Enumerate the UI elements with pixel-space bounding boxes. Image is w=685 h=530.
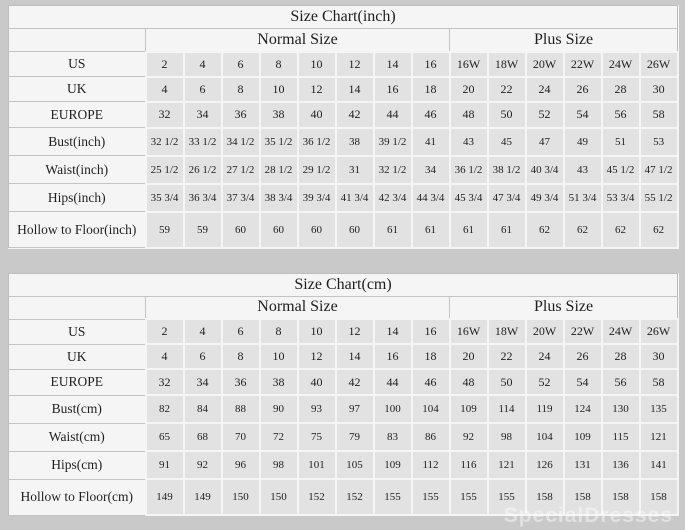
size-value-cell: 30 bbox=[640, 344, 678, 369]
size-value-cell: 20 bbox=[450, 344, 488, 369]
size-value-cell: 24 bbox=[526, 344, 564, 369]
size-value-cell: 98 bbox=[488, 423, 526, 451]
size-value-cell: 14 bbox=[336, 77, 374, 102]
size-value-cell: 24W bbox=[602, 319, 640, 344]
size-value-cell: 36 1/2 bbox=[450, 156, 488, 184]
size-value-cell: 10 bbox=[260, 344, 298, 369]
size-value-cell: 10 bbox=[260, 77, 298, 102]
size-value-cell: 124 bbox=[564, 395, 602, 423]
size-value-cell: 68 bbox=[184, 423, 222, 451]
table-row bbox=[9, 369, 678, 395]
group-row-spacer bbox=[9, 296, 146, 319]
size-value-cell: 45 bbox=[488, 128, 526, 156]
table-title-cm: Size Chart(cm) bbox=[9, 273, 678, 296]
size-value-cell: 18 bbox=[412, 77, 450, 102]
size-value-cell: 25 1/2 bbox=[146, 156, 184, 184]
cm-table-body bbox=[9, 319, 678, 515]
table-row bbox=[9, 128, 678, 156]
size-value-cell: 26 bbox=[564, 344, 602, 369]
size-value-cell: 8 bbox=[260, 52, 298, 77]
size-value-cell: 20W bbox=[526, 319, 564, 344]
size-value-cell: 20W bbox=[526, 52, 564, 77]
size-value-cell: 47 1/2 bbox=[640, 156, 678, 184]
size-value-cell: 52 bbox=[526, 102, 564, 128]
size-value-cell: 36 3/4 bbox=[184, 184, 222, 212]
size-value-cell: 29 1/2 bbox=[298, 156, 336, 184]
size-value-cell: 40 3/4 bbox=[526, 156, 564, 184]
size-value-cell: 51 3/4 bbox=[564, 184, 602, 212]
row-label: UK bbox=[9, 344, 146, 369]
table-title-inch: Size Chart(inch) bbox=[9, 6, 678, 29]
size-value-cell: 40 bbox=[298, 102, 336, 128]
size-value-cell: 61 bbox=[488, 212, 526, 248]
size-value-cell: 152 bbox=[336, 479, 374, 515]
size-value-cell: 75 bbox=[298, 423, 336, 451]
size-value-cell: 150 bbox=[222, 479, 260, 515]
size-value-cell: 82 bbox=[146, 395, 184, 423]
size-value-cell: 61 bbox=[374, 212, 412, 248]
row-label: US bbox=[9, 319, 146, 344]
size-value-cell: 44 bbox=[374, 369, 412, 395]
size-value-cell: 37 3/4 bbox=[222, 184, 260, 212]
size-value-cell: 58 bbox=[640, 369, 678, 395]
size-value-cell: 44 3/4 bbox=[412, 184, 450, 212]
size-value-cell: 35 3/4 bbox=[146, 184, 184, 212]
size-value-cell: 158 bbox=[526, 479, 564, 515]
table-row bbox=[9, 77, 678, 102]
table-title-row bbox=[9, 6, 678, 29]
table-row bbox=[9, 102, 678, 128]
size-value-cell: 52 bbox=[526, 369, 564, 395]
column-group-row bbox=[9, 296, 678, 319]
size-value-cell: 41 bbox=[412, 128, 450, 156]
size-value-cell: 22W bbox=[564, 319, 602, 344]
size-value-cell: 59 bbox=[184, 212, 222, 248]
size-value-cell: 39 3/4 bbox=[298, 184, 336, 212]
size-value-cell: 84 bbox=[184, 395, 222, 423]
size-value-cell: 42 bbox=[336, 369, 374, 395]
size-chart-cm-table bbox=[8, 273, 679, 517]
size-value-cell: 32 bbox=[146, 369, 184, 395]
size-value-cell: 92 bbox=[184, 451, 222, 479]
size-value-cell: 158 bbox=[602, 479, 640, 515]
size-value-cell: 10 bbox=[298, 52, 336, 77]
size-value-cell: 42 3/4 bbox=[374, 184, 412, 212]
size-value-cell: 105 bbox=[336, 451, 374, 479]
size-value-cell: 32 1/2 bbox=[374, 156, 412, 184]
size-value-cell: 26W bbox=[640, 52, 678, 77]
size-chart-inch-table bbox=[8, 5, 679, 249]
normal-size-group-header: Normal Size bbox=[146, 29, 450, 52]
size-value-cell: 58 bbox=[640, 102, 678, 128]
size-value-cell: 97 bbox=[336, 395, 374, 423]
row-label: Hollow to Floor(inch) bbox=[9, 212, 146, 248]
size-value-cell: 158 bbox=[564, 479, 602, 515]
size-value-cell: 42 bbox=[336, 102, 374, 128]
size-value-cell: 56 bbox=[602, 369, 640, 395]
size-value-cell: 61 bbox=[412, 212, 450, 248]
size-value-cell: 24 bbox=[526, 77, 564, 102]
size-value-cell: 8 bbox=[222, 344, 260, 369]
size-value-cell: 152 bbox=[298, 479, 336, 515]
size-value-cell: 6 bbox=[222, 52, 260, 77]
size-value-cell: 53 bbox=[640, 128, 678, 156]
size-value-cell: 14 bbox=[374, 319, 412, 344]
size-value-cell: 90 bbox=[260, 395, 298, 423]
column-group-row bbox=[9, 29, 678, 52]
size-value-cell: 141 bbox=[640, 451, 678, 479]
size-value-cell: 12 bbox=[336, 319, 374, 344]
size-value-cell: 38 1/2 bbox=[488, 156, 526, 184]
table-row bbox=[9, 451, 678, 479]
table-row bbox=[9, 423, 678, 451]
size-value-cell: 48 bbox=[450, 102, 488, 128]
size-value-cell: 55 1/2 bbox=[640, 184, 678, 212]
size-value-cell: 38 bbox=[260, 102, 298, 128]
row-label: EUROPE bbox=[9, 102, 146, 128]
plus-size-group-header: Plus Size bbox=[450, 296, 678, 319]
size-value-cell: 149 bbox=[146, 479, 184, 515]
size-value-cell: 22W bbox=[564, 52, 602, 77]
size-value-cell: 16 bbox=[374, 77, 412, 102]
size-value-cell: 4 bbox=[146, 77, 184, 102]
size-value-cell: 2 bbox=[146, 319, 184, 344]
size-value-cell: 59 bbox=[146, 212, 184, 248]
size-value-cell: 41 3/4 bbox=[336, 184, 374, 212]
size-value-cell: 86 bbox=[412, 423, 450, 451]
size-value-cell: 45 3/4 bbox=[450, 184, 488, 212]
size-value-cell: 28 bbox=[602, 77, 640, 102]
size-value-cell: 16W bbox=[450, 52, 488, 77]
size-value-cell: 16 bbox=[412, 319, 450, 344]
size-value-cell: 12 bbox=[298, 77, 336, 102]
row-label: Waist(inch) bbox=[9, 156, 146, 184]
size-value-cell: 51 bbox=[602, 128, 640, 156]
size-value-cell: 62 bbox=[526, 212, 564, 248]
table-row bbox=[9, 319, 678, 344]
size-value-cell: 109 bbox=[564, 423, 602, 451]
row-label: Hips(inch) bbox=[9, 184, 146, 212]
table-row bbox=[9, 479, 678, 515]
size-value-cell: 112 bbox=[412, 451, 450, 479]
size-value-cell: 44 bbox=[374, 102, 412, 128]
size-value-cell: 34 bbox=[184, 102, 222, 128]
size-value-cell: 26W bbox=[640, 319, 678, 344]
size-value-cell: 16 bbox=[374, 344, 412, 369]
size-value-cell: 126 bbox=[526, 451, 564, 479]
size-value-cell: 26 1/2 bbox=[184, 156, 222, 184]
size-value-cell: 34 bbox=[412, 156, 450, 184]
size-value-cell: 4 bbox=[184, 52, 222, 77]
row-label: Bust(inch) bbox=[9, 128, 146, 156]
row-label: Waist(cm) bbox=[9, 423, 146, 451]
size-value-cell: 24W bbox=[602, 52, 640, 77]
size-value-cell: 50 bbox=[488, 102, 526, 128]
size-value-cell: 18 bbox=[412, 344, 450, 369]
size-value-cell: 16W bbox=[450, 319, 488, 344]
table-row bbox=[9, 212, 678, 248]
size-value-cell: 22 bbox=[488, 344, 526, 369]
size-value-cell: 104 bbox=[412, 395, 450, 423]
size-value-cell: 54 bbox=[564, 369, 602, 395]
size-value-cell: 34 1/2 bbox=[222, 128, 260, 156]
size-value-cell: 49 3/4 bbox=[526, 184, 564, 212]
row-label: Hips(cm) bbox=[9, 451, 146, 479]
size-value-cell: 60 bbox=[222, 212, 260, 248]
size-value-cell: 14 bbox=[336, 344, 374, 369]
size-value-cell: 33 1/2 bbox=[184, 128, 222, 156]
size-value-cell: 91 bbox=[146, 451, 184, 479]
size-value-cell: 43 bbox=[564, 156, 602, 184]
size-value-cell: 10 bbox=[298, 319, 336, 344]
size-value-cell: 30 bbox=[640, 77, 678, 102]
size-value-cell: 158 bbox=[640, 479, 678, 515]
table-row bbox=[9, 344, 678, 369]
size-value-cell: 32 1/2 bbox=[146, 128, 184, 156]
size-value-cell: 114 bbox=[488, 395, 526, 423]
size-value-cell: 39 1/2 bbox=[374, 128, 412, 156]
table-title-row bbox=[9, 273, 678, 296]
size-value-cell: 49 bbox=[564, 128, 602, 156]
size-value-cell: 28 1/2 bbox=[260, 156, 298, 184]
size-value-cell: 8 bbox=[260, 319, 298, 344]
size-value-cell: 62 bbox=[640, 212, 678, 248]
size-value-cell: 100 bbox=[374, 395, 412, 423]
group-row-spacer bbox=[9, 29, 146, 52]
size-value-cell: 46 bbox=[412, 102, 450, 128]
table-row bbox=[9, 156, 678, 184]
size-value-cell: 131 bbox=[564, 451, 602, 479]
size-value-cell: 109 bbox=[450, 395, 488, 423]
size-value-cell: 16 bbox=[412, 52, 450, 77]
size-value-cell: 70 bbox=[222, 423, 260, 451]
size-value-cell: 18W bbox=[488, 52, 526, 77]
size-value-cell: 136 bbox=[602, 451, 640, 479]
size-value-cell: 22 bbox=[488, 77, 526, 102]
inch-table-body bbox=[9, 52, 678, 248]
size-value-cell: 28 bbox=[602, 344, 640, 369]
size-value-cell: 130 bbox=[602, 395, 640, 423]
size-value-cell: 83 bbox=[374, 423, 412, 451]
size-value-cell: 109 bbox=[374, 451, 412, 479]
size-value-cell: 101 bbox=[298, 451, 336, 479]
size-value-cell: 62 bbox=[564, 212, 602, 248]
size-value-cell: 38 3/4 bbox=[260, 184, 298, 212]
size-value-cell: 115 bbox=[602, 423, 640, 451]
size-value-cell: 92 bbox=[450, 423, 488, 451]
size-value-cell: 53 3/4 bbox=[602, 184, 640, 212]
row-label: EUROPE bbox=[9, 369, 146, 395]
size-value-cell: 96 bbox=[222, 451, 260, 479]
size-value-cell: 135 bbox=[640, 395, 678, 423]
size-value-cell: 65 bbox=[146, 423, 184, 451]
size-value-cell: 38 bbox=[260, 369, 298, 395]
size-value-cell: 104 bbox=[526, 423, 564, 451]
size-value-cell: 31 bbox=[336, 156, 374, 184]
size-value-cell: 79 bbox=[336, 423, 374, 451]
row-label: UK bbox=[9, 77, 146, 102]
plus-size-group-header: Plus Size bbox=[450, 29, 678, 52]
size-value-cell: 72 bbox=[260, 423, 298, 451]
size-value-cell: 40 bbox=[298, 369, 336, 395]
size-value-cell: 6 bbox=[184, 344, 222, 369]
size-value-cell: 38 bbox=[336, 128, 374, 156]
size-value-cell: 56 bbox=[602, 102, 640, 128]
size-value-cell: 121 bbox=[488, 451, 526, 479]
size-value-cell: 35 1/2 bbox=[260, 128, 298, 156]
size-value-cell: 32 bbox=[146, 102, 184, 128]
size-value-cell: 2 bbox=[146, 52, 184, 77]
size-value-cell: 20 bbox=[450, 77, 488, 102]
size-value-cell: 116 bbox=[450, 451, 488, 479]
size-value-cell: 98 bbox=[260, 451, 298, 479]
size-value-cell: 6 bbox=[184, 77, 222, 102]
size-value-cell: 150 bbox=[260, 479, 298, 515]
size-value-cell: 155 bbox=[488, 479, 526, 515]
row-label: US bbox=[9, 52, 146, 77]
size-value-cell: 54 bbox=[564, 102, 602, 128]
size-value-cell: 61 bbox=[450, 212, 488, 248]
size-value-cell: 12 bbox=[298, 344, 336, 369]
size-value-cell: 93 bbox=[298, 395, 336, 423]
size-value-cell: 14 bbox=[374, 52, 412, 77]
size-value-cell: 155 bbox=[374, 479, 412, 515]
table-row bbox=[9, 395, 678, 423]
size-value-cell: 36 bbox=[222, 102, 260, 128]
size-value-cell: 60 bbox=[260, 212, 298, 248]
table-row bbox=[9, 184, 678, 212]
size-value-cell: 62 bbox=[602, 212, 640, 248]
size-value-cell: 149 bbox=[184, 479, 222, 515]
size-value-cell: 88 bbox=[222, 395, 260, 423]
size-value-cell: 119 bbox=[526, 395, 564, 423]
size-value-cell: 36 1/2 bbox=[298, 128, 336, 156]
normal-size-group-header: Normal Size bbox=[146, 296, 450, 319]
size-value-cell: 155 bbox=[412, 479, 450, 515]
size-value-cell: 4 bbox=[184, 319, 222, 344]
size-value-cell: 45 1/2 bbox=[602, 156, 640, 184]
size-value-cell: 47 3/4 bbox=[488, 184, 526, 212]
size-value-cell: 26 bbox=[564, 77, 602, 102]
size-value-cell: 12 bbox=[336, 52, 374, 77]
size-value-cell: 4 bbox=[146, 344, 184, 369]
row-label: Bust(cm) bbox=[9, 395, 146, 423]
size-value-cell: 8 bbox=[222, 77, 260, 102]
row-label: Hollow to Floor(cm) bbox=[9, 479, 146, 515]
size-value-cell: 50 bbox=[488, 369, 526, 395]
size-value-cell: 6 bbox=[222, 319, 260, 344]
watermark: SpecialDresses bbox=[503, 504, 673, 527]
size-value-cell: 34 bbox=[184, 369, 222, 395]
size-value-cell: 155 bbox=[450, 479, 488, 515]
size-value-cell: 47 bbox=[526, 128, 564, 156]
size-value-cell: 36 bbox=[222, 369, 260, 395]
size-value-cell: 18W bbox=[488, 319, 526, 344]
size-value-cell: 48 bbox=[450, 369, 488, 395]
size-value-cell: 43 bbox=[450, 128, 488, 156]
table-row bbox=[9, 52, 678, 77]
size-value-cell: 60 bbox=[336, 212, 374, 248]
size-value-cell: 121 bbox=[640, 423, 678, 451]
size-value-cell: 27 1/2 bbox=[222, 156, 260, 184]
size-value-cell: 60 bbox=[298, 212, 336, 248]
size-value-cell: 46 bbox=[412, 369, 450, 395]
